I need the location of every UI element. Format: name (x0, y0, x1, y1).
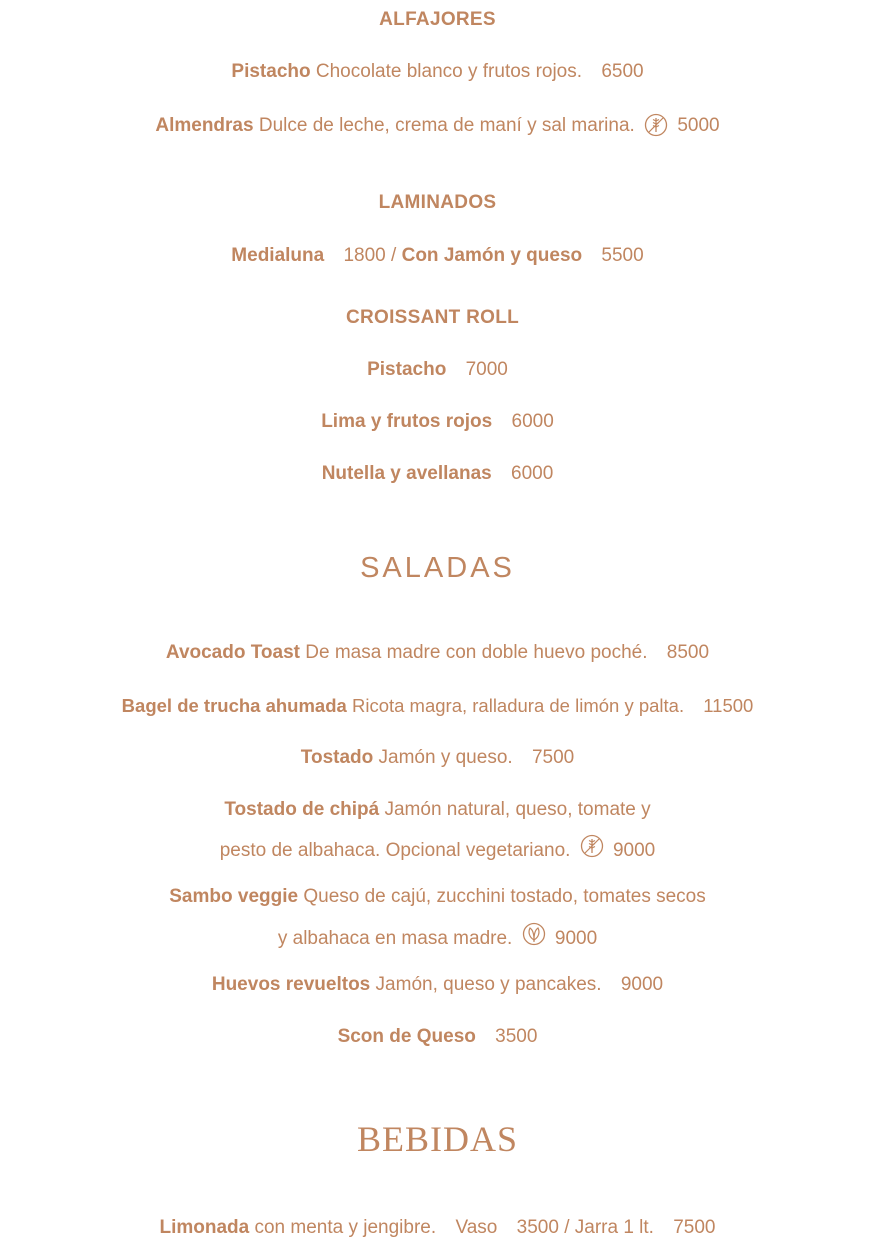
menu-item (0, 1026, 875, 1048)
laminados-heading: LAMINADOS (378, 192, 497, 213)
menu-item (0, 886, 875, 908)
menu-item (0, 113, 875, 137)
menu-item (0, 695, 875, 717)
item-desc: Queso de cajú, zucchini tostado, tomates secos (303, 886, 706, 907)
item-price: 5500 (601, 245, 644, 266)
item-desc: Jamón y queso. (378, 747, 513, 768)
item-desc: Jamón, queso y pancakes. (375, 974, 602, 995)
alfajores-heading: ALFAJORES (379, 9, 496, 30)
item-price: 7500 (531, 747, 575, 768)
menu-item (0, 245, 875, 267)
vegan-icon (522, 922, 546, 946)
item-name: Avocado Toast (165, 642, 300, 663)
gluten-free-icon (580, 834, 604, 858)
item-price: 9000 (620, 974, 664, 995)
item-price: 9000 (612, 840, 656, 861)
item-desc: y albahaca en masa madre. (277, 928, 513, 949)
item-desc: Chocolate blanco y frutos rojos. (315, 61, 583, 82)
item-desc: con menta y jengibre. (254, 1217, 437, 1238)
item-price: 8500 (666, 642, 710, 663)
menu-item (0, 747, 875, 769)
croissant-heading: CROISSANT ROLL (345, 307, 520, 328)
item-price: 3500 (516, 1217, 559, 1238)
menu-item (0, 642, 875, 664)
item-price: 11500 (703, 695, 754, 716)
menu-item-continued (0, 922, 875, 950)
item-name: Nutella y avellanas (321, 463, 492, 484)
item-name: Con Jamón y queso (401, 245, 583, 266)
item-price: 3500 (495, 1026, 538, 1047)
item-name: Bagel de trucha ahumada (121, 695, 347, 716)
price-separator: / (564, 1217, 570, 1238)
item-desc: pesto de albahaca. Opcional vegetariano. (219, 840, 571, 861)
item-desc: Dulce de leche, crema de maní y sal marina. (258, 115, 635, 136)
item-name: Tostado de chipá (224, 799, 380, 820)
item-desc: Jamón natural, queso, tomate y (384, 799, 651, 820)
item-desc: De masa madre con doble huevo poché. (305, 642, 648, 663)
item-name: Medialuna (231, 245, 325, 266)
menu-item (0, 799, 875, 821)
item-price: 6000 (511, 411, 554, 432)
item-size: Jarra 1 lt. (574, 1217, 654, 1238)
item-name: Sambo veggie (169, 886, 299, 907)
menu-item (0, 1217, 875, 1239)
item-price: 6500 (601, 61, 644, 82)
item-price: 1800 (343, 245, 386, 266)
menu-item (0, 463, 875, 485)
item-desc: Ricota magra, ralladura de limón y palta. (351, 695, 685, 716)
bebidas-heading: BEBIDAS (356, 1119, 519, 1159)
item-price: 5000 (677, 115, 720, 136)
item-price: 6000 (511, 463, 554, 484)
item-name: Almendras (155, 115, 254, 136)
menu-item-continued (0, 834, 875, 862)
saladas-heading: SALADAS (360, 552, 515, 584)
item-name: Tostado (300, 747, 374, 768)
item-size: Vaso (455, 1217, 498, 1238)
item-name: Huevos revueltos (211, 974, 371, 995)
gluten-free-icon (644, 113, 668, 137)
item-price: 7000 (465, 359, 508, 380)
menu-item (0, 411, 875, 433)
menu-item (0, 974, 875, 996)
price-separator: / (391, 245, 397, 266)
item-name: Lima y frutos rojos (321, 411, 493, 432)
item-name: Pistacho (367, 359, 447, 380)
item-price: 7500 (673, 1217, 716, 1238)
item-name: Scon de Queso (337, 1026, 476, 1047)
item-name: Pistacho (231, 61, 311, 82)
item-price: 9000 (554, 928, 598, 949)
menu-item (0, 61, 875, 83)
menu-item (0, 359, 875, 381)
item-name: Limonada (159, 1217, 250, 1238)
